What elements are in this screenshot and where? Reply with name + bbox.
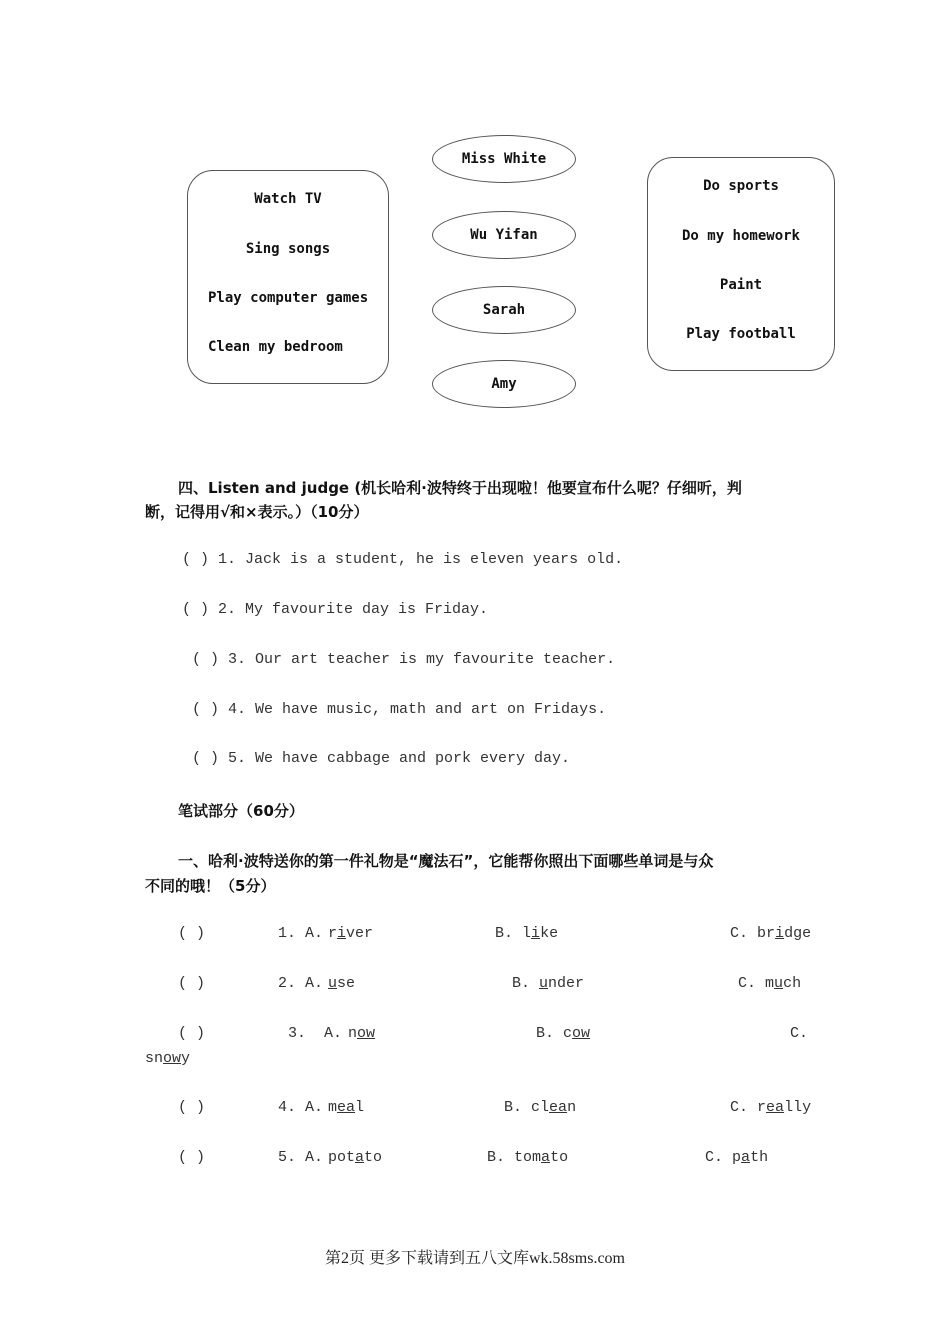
activity-box-right	[647, 157, 835, 371]
option-b: B. under	[512, 975, 585, 992]
activity-item: Do my homework	[681, 228, 800, 244]
judge-item: ( ) 5. We have cabbage and pork every day.	[192, 750, 571, 767]
answer-paren: ( )	[178, 1025, 206, 1042]
written-part-heading: 笔试部分（60分）	[178, 802, 304, 820]
page-footer: 第2页 更多下载请到五八文库wk.58sms.com	[324, 1250, 625, 1267]
option-a: potato	[328, 1149, 383, 1166]
option-c-label: C.	[790, 1025, 809, 1042]
question-number: 3. A.	[288, 1025, 343, 1042]
question-number: 5. A.	[278, 1149, 324, 1166]
section1-title: 一、哈利·波特送你的第一件礼物是“魔法石”，它能帮你照出下面哪些单词是与众	[178, 852, 714, 870]
activity-item: Play football	[686, 326, 796, 342]
name-oval: Wu Yifan	[432, 211, 576, 259]
section1-title-cont: 不同的哦！（5分）	[145, 877, 276, 895]
option-c: C. path	[705, 1149, 769, 1166]
section4-title-cont: 断，记得用√和×表示。）（10分）	[145, 503, 369, 521]
activity-item: Play computer games	[208, 290, 369, 306]
activity-item: Clean my bedroom	[208, 339, 343, 355]
answer-paren: ( )	[178, 925, 206, 942]
name-oval: Amy	[432, 360, 576, 408]
answer-paren: ( )	[178, 975, 206, 992]
answer-paren: ( )	[178, 1149, 206, 1166]
judge-item: ( ) 3. Our art teacher is my favourite teacher.	[192, 651, 616, 668]
activity-item: Do sports	[703, 178, 779, 194]
option-c: snowy	[145, 1050, 191, 1067]
option-c: C. really	[730, 1099, 812, 1116]
option-a: now	[348, 1025, 376, 1042]
activity-box-left	[187, 170, 389, 384]
name-oval: Sarah	[432, 286, 576, 334]
judge-item: ( ) 1. Jack is a student, he is eleven years old.	[182, 551, 624, 568]
section4-title: 四、Listen and judge (机长哈利·波特终于出现啦！他要宣布什么呢？仔细听，判	[178, 479, 742, 497]
activity-item: Paint	[719, 277, 763, 293]
judge-item: ( ) 4. We have music, math and art on Fridays.	[192, 701, 607, 718]
option-b: B. like	[495, 925, 559, 942]
question-number: 1. A.	[278, 925, 324, 942]
option-a: meal	[328, 1099, 365, 1116]
name-oval: Miss White	[432, 135, 576, 183]
option-b: B. tomato	[487, 1149, 569, 1166]
answer-paren: ( )	[178, 1099, 206, 1116]
activity-item: Watch TV	[254, 191, 322, 207]
option-a: river	[328, 925, 374, 942]
option-a: use	[328, 975, 356, 992]
option-c: C. bridge	[730, 925, 812, 942]
activity-item: Sing songs	[245, 241, 331, 257]
option-c: C. much	[738, 975, 802, 992]
option-b: B. cow	[536, 1025, 591, 1042]
judge-item: ( ) 2. My favourite day is Friday.	[182, 601, 489, 618]
question-number: 2. A.	[278, 975, 324, 992]
question-number: 4. A.	[278, 1099, 324, 1116]
option-b: B. clean	[504, 1099, 577, 1116]
